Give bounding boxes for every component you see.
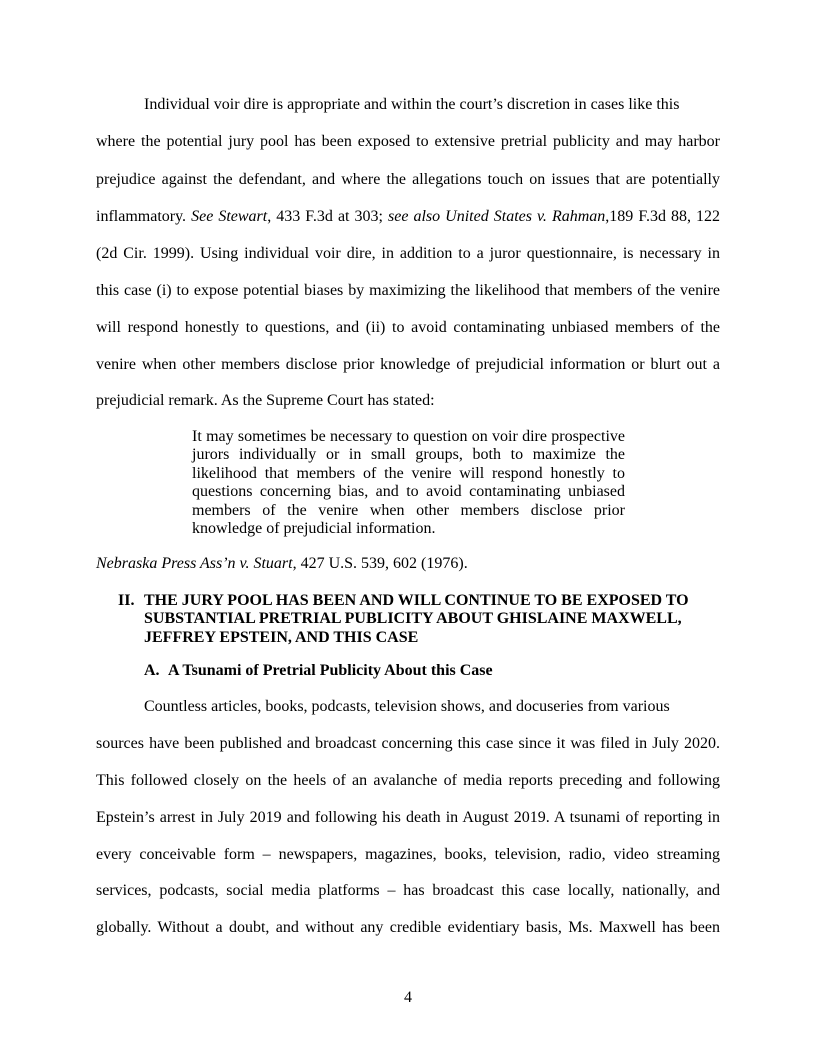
body-line: (2d Cir. 1999). Using individual voir dire, in addition to a juror questionnaire, is necessary in — [96, 245, 720, 262]
page-number: 4 — [404, 989, 412, 1006]
section-title-line: SUBSTANTIAL PRETRIAL PUBLICITY ABOUT GHISLAINE MAXWELL, — [144, 610, 682, 628]
body-line: Countless articles, books, podcasts, television shows, and docuseries from various — [144, 698, 670, 715]
body-line: venire when other members disclose prior knowledge of prejudicial information or blurt out a — [96, 356, 720, 373]
body-line: where the potential jury pool has been exposed to extensive pretrial publicity and may harbor — [96, 133, 720, 150]
body-line: prejudice against the defendant, and where the allegations touch on issues that are potentially — [96, 171, 720, 188]
body-line: Epstein’s arrest in July 2019 and following his death in August 2019. A tsunami of reporting in — [96, 809, 720, 826]
text: inflammatory. — [96, 208, 192, 225]
body-line: will respond honestly to questions, and (ii) to avoid contaminating unbiased members of the — [96, 319, 720, 336]
quote-line: members of the venire when other members disclose prior — [192, 501, 625, 519]
body-line: services, podcasts, social media platforms – has broadcast this case locally, nationally, and — [96, 882, 720, 899]
case-citation-stewart: See Stewart — [191, 208, 268, 225]
subsection-title: A Tsunami of Pretrial Publicity About this Case — [168, 662, 493, 679]
body-line-with-citations — [96, 207, 720, 227]
quote-line: questions concerning bias, and to avoid contaminating unbiased — [192, 483, 625, 501]
quote-line: jurors individually or in small groups, both to maximize the — [192, 446, 625, 464]
body-line: globally. Without a doubt, and without any credible evidentiary basis, Ms. Maxwell has been — [96, 919, 720, 936]
quote-line: likelihood that members of the venire will respond honestly to — [192, 464, 625, 482]
case-name: Nebraska Press Ass’n v. Stuart — [96, 555, 293, 572]
quote-line: It may sometimes be necessary to question on voir dire prospective — [192, 428, 625, 445]
block-quote — [192, 428, 625, 538]
body-line: this case (i) to expose potential biases by maximizing the likelihood that members of the venire — [96, 282, 720, 299]
body-line: This followed closely on the heels of an avalanche of media reports preceding and following — [96, 772, 720, 789]
body-line: prejudicial remark. As the Supreme Court has stated: — [96, 392, 435, 409]
text: ,189 F.3d 88, 122 — [605, 208, 721, 225]
case-citation-rahman: see also United States v. Rahman — [388, 208, 606, 225]
body-line: every conceivable form – newspapers, magazines, books, television, radio, video streaming — [96, 846, 720, 863]
subsection-number: A. — [144, 662, 160, 679]
quote-line: knowledge of prejudicial information. — [192, 520, 436, 538]
body-line: sources have been published and broadcast concerning this case since it was filed in July 2020. — [96, 735, 720, 752]
section-number: II. — [118, 592, 135, 609]
section-title — [144, 592, 704, 647]
section-title-line: THE JURY POOL HAS BEEN AND WILL CONTINUE TO BE EXPOSED TO — [144, 592, 689, 609]
text: , 433 F.3d at 303; — [267, 208, 389, 225]
body-line: Individual voir dire is appropriate and within the court’s discretion in cases like this — [144, 96, 680, 113]
quote-citation — [96, 554, 720, 574]
reporter-cite: , 427 U.S. 539, 602 (1976). — [292, 555, 468, 572]
section-title-line: JEFFREY EPSTEIN, AND THIS CASE — [144, 628, 419, 646]
